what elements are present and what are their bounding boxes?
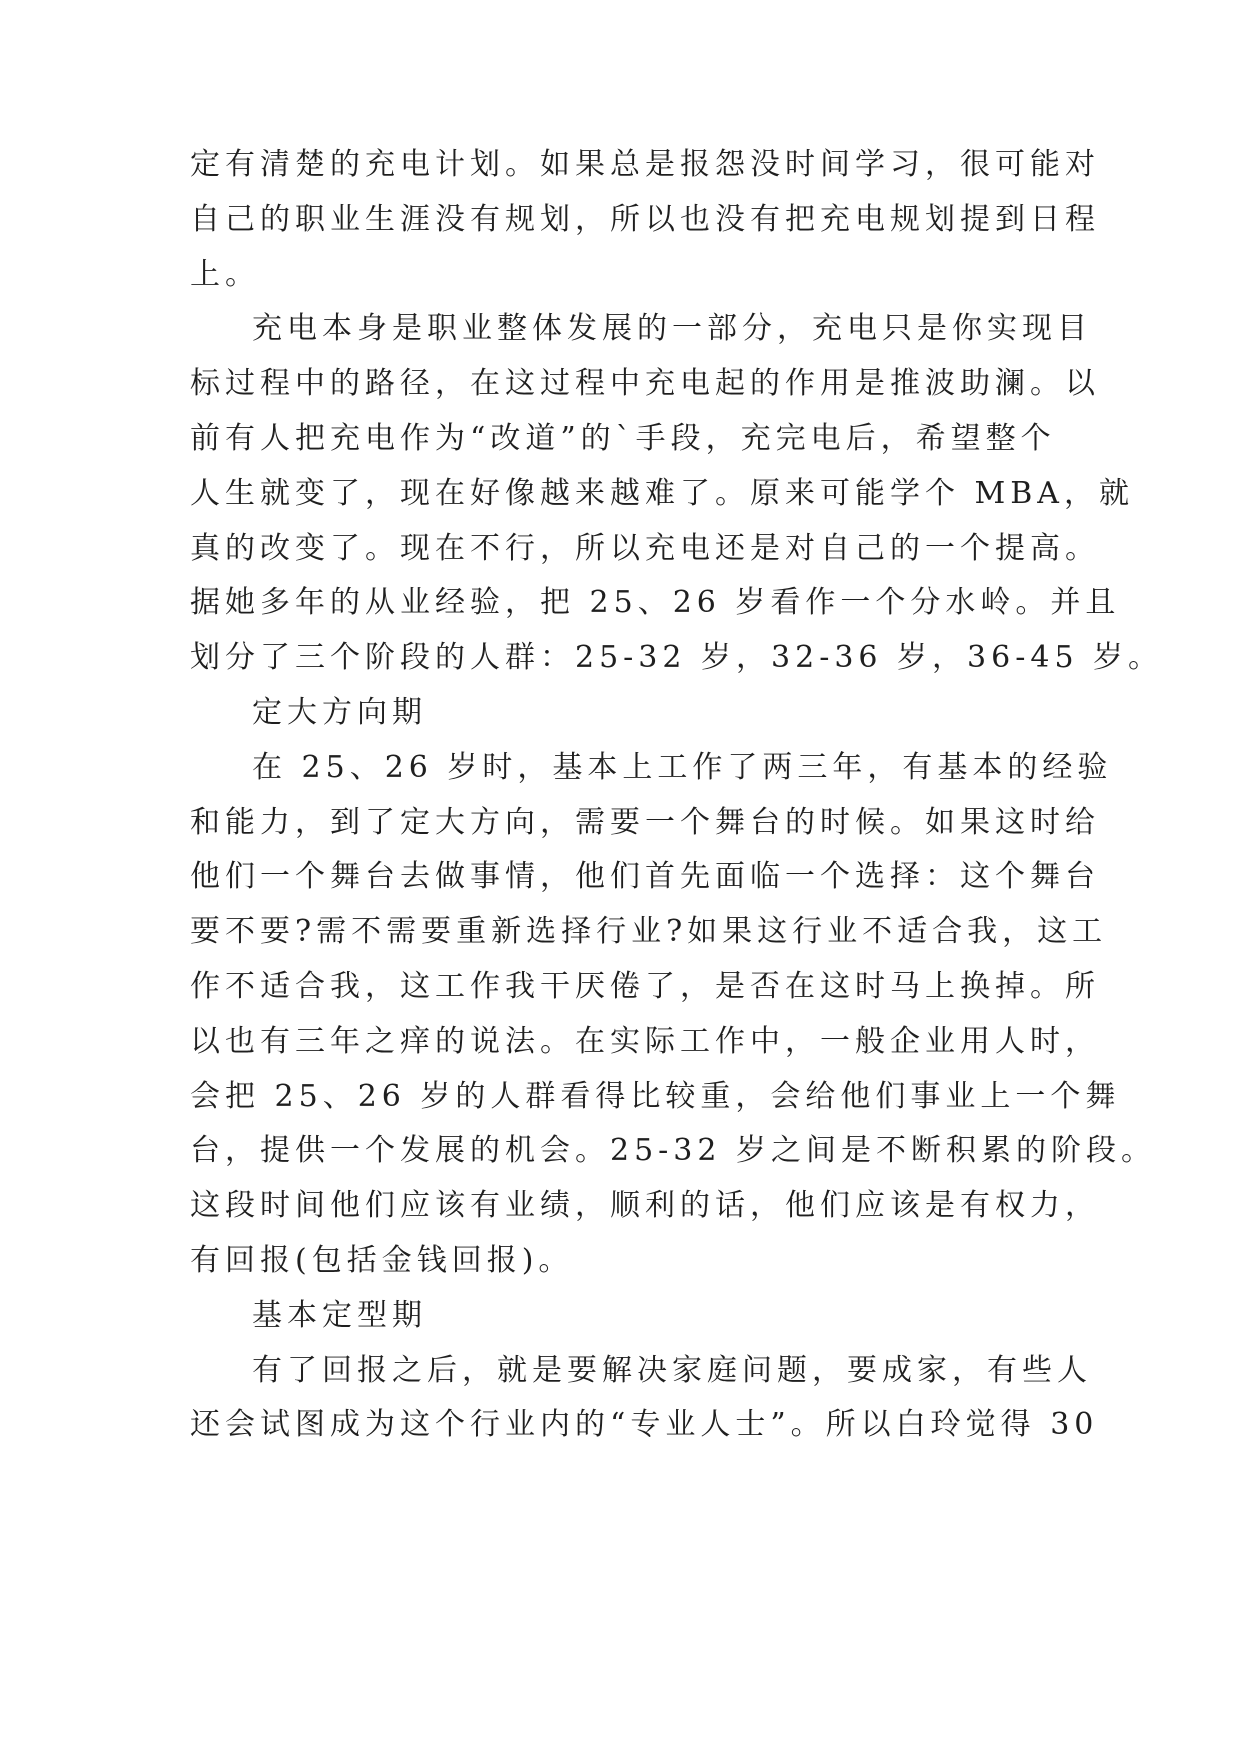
text-line: 据她多年的从业经验，把 25、26 岁看作一个分水岭。并且 [190, 585, 1121, 620]
text-line: 作不适合我，这工作我干厌倦了，是否在这时马上换掉。所 [190, 969, 1100, 1004]
text-line: 以也有三年之痒的说法。在实际工作中，一般企业用人时， [190, 1024, 1100, 1059]
paragraph-start-line: 在 25、26 岁时，基本上工作了两三年，有基本的经验 [252, 750, 1113, 785]
text-line: 要不要?需不需要重新选择行业?如果这行业不适合我，这工 [190, 914, 1108, 949]
section-heading: 基本定型期 [252, 1298, 427, 1333]
text-line: 前有人把充电作为“改道”的`手段，充完电后，希望整个 [190, 421, 1056, 456]
text-line: 有回报(包括金钱回报)。 [190, 1243, 574, 1278]
text-line: 他们一个舞台去做事情，他们首先面临一个选择：这个舞台 [190, 859, 1100, 894]
text-line: 真的改变了。现在不行，所以充电还是对自己的一个提高。 [190, 531, 1100, 566]
paragraph-start-line: 充电本身是职业整体发展的一部分，充电只是你实现目 [252, 311, 1092, 346]
text-line: 划分了三个阶段的人群：25-32 岁，32-36 岁，36-45 岁。 [190, 640, 1164, 675]
paragraph-start-line: 有了回报之后，就是要解决家庭问题，要成家，有些人 [252, 1353, 1092, 1388]
text-line: 上。 [190, 257, 260, 292]
text-line: 这段时间他们应该有业绩，顺利的话，他们应该是有权力， [190, 1188, 1100, 1223]
text-line: 和能力，到了定大方向，需要一个舞台的时候。如果这时给 [190, 805, 1100, 840]
text-line: 台，提供一个发展的机会。25-32 岁之间是不断积累的阶段。 [190, 1133, 1157, 1168]
text-line: 人生就变了，现在好像越来越难了。原来可能学个 MBA，就 [190, 476, 1134, 511]
text-line: 自己的职业生涯没有规划，所以也没有把充电规划提到日程 [190, 202, 1100, 237]
section-heading: 定大方向期 [252, 695, 427, 730]
text-line: 还会试图成为这个行业内的“专业人士”。所以白玲觉得 30 [190, 1407, 1099, 1442]
text-line: 标过程中的路径，在这过程中充电起的作用是推波助澜。以 [190, 366, 1100, 401]
text-line: 定有清楚的充电计划。如果总是报怨没时间学习，很可能对 [190, 147, 1100, 182]
text-line: 会把 25、26 岁的人群看得比较重，会给他们事业上一个舞 [190, 1079, 1121, 1114]
